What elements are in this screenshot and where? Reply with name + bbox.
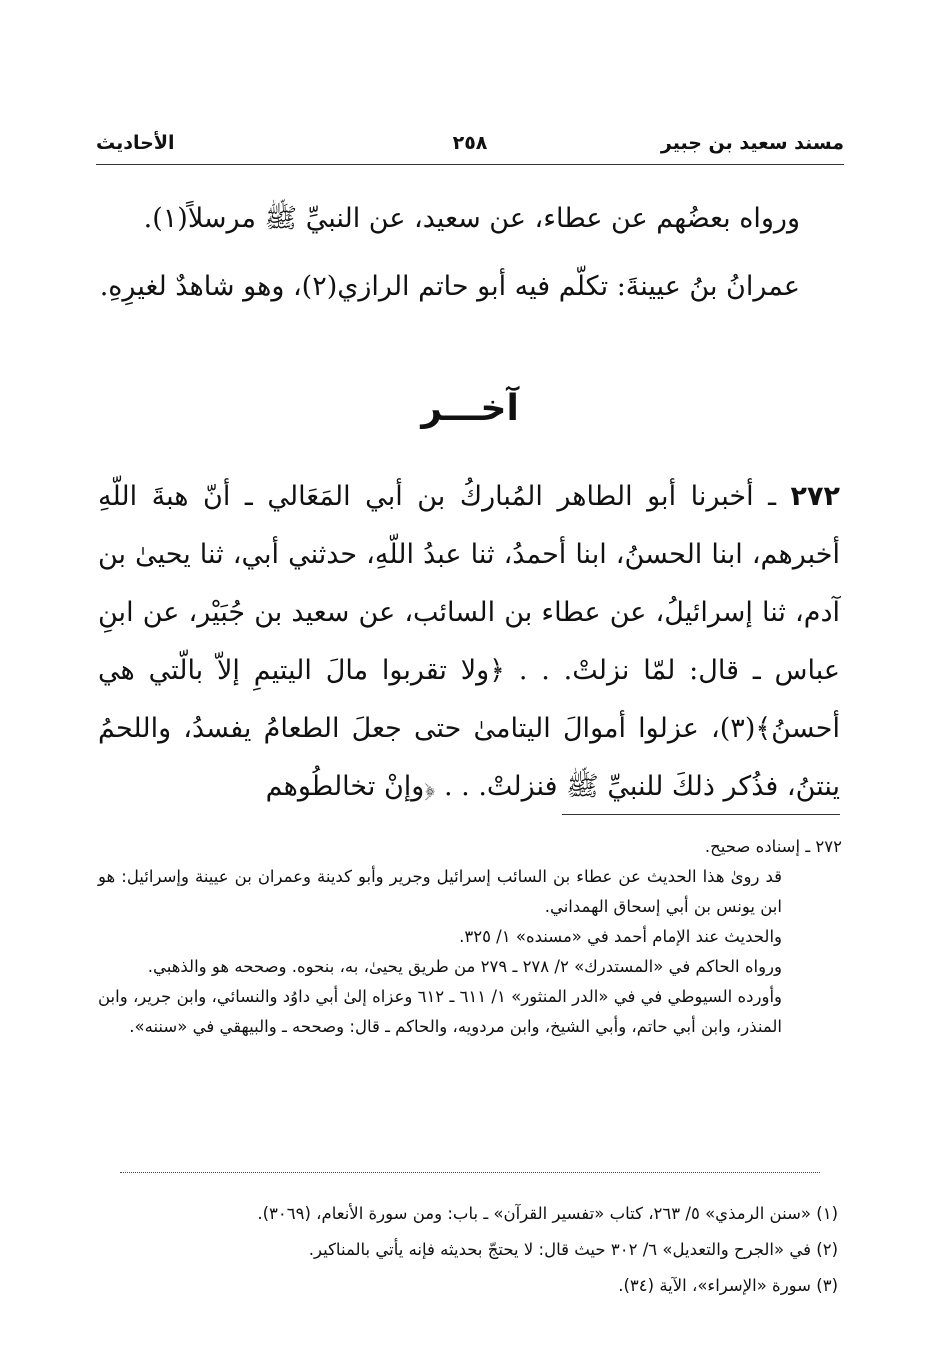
notes-line: قد روىٰ هذا الحديث عن عطاء بن السائب إسرائيل وجرير وأبو كدينة وعمران بن عيينة وإسرائيل: هو ابن يونس بن أبي إسحاق الهمداني. [98,867,782,916]
hadith-number: ٢٧٢ [790,481,840,512]
footnotes-separator [120,1172,820,1173]
hadith-text: ـ أخبرنا أبو الطاهر المُباركُ بن أبي المَعَالي ـ أنّ هبةَ اللّهِ أخبرهم، ابنا الحسنُ، ابنا أحمدُ، ثنا عبدُ اللّهِ، حدثني أبي، ثنا يحيىٰ بن آدم، ثنا إسرائيلُ، عن عطاء بن السائب، عن سعيد بن جُبَيْر، عن ابنِ عباس ـ قال: لمّا نزلتْ. . . ﴿ولا تقربوا مالَ اليتيمِ إلاّ بالّتي هي أحسنُ﴾(٣)، عزلوا أموالَ اليتامىٰ حتى جعلَ الطعامُ يفسدُ، واللحمُ ينتنُ، فذُكر ذلكَ للنبيِّ ﷺ فنزلتْ. . . ﴿وإنْ تخالطُوهم [98,481,841,802]
footnote-3: (٣) سورة «الإسراء»، الآية (٣٤). [618,1276,838,1295]
notes-separator [562,814,840,815]
footnote-2: (٢) في «الجرح والتعديل» ٦/ ٣٠٢ حيث قال: لا يحتجّ بحديثه فإنه يأتي بالمناكير. [308,1240,838,1259]
hadith-paragraph [98,468,840,816]
paragraph-1 [98,190,840,248]
book-title: مسند سعيد بن جبير [660,132,844,154]
footnotes [98,1196,842,1304]
page-number: ٢٥٨ [452,132,488,154]
paragraph-2-text: عمرانُ بنُ عيينةَ: تكلّم فيه أبو حاتم الرازي(٢)، وهو شاهدٌ لغيرِهِ. [99,271,800,302]
notes-line: والحديث عند الإمام أحمد في «مسنده» ١/ ٣٢٥. [459,927,782,946]
section-title: الأحاديث [96,132,175,154]
notes-title: ٢٧٢ ـ إسناده صحيح. [704,837,842,856]
page-header [96,128,844,165]
footnote-1: (١) «سنن الرمذي» ٥/ ٢٦٣، كتاب «تفسير القرآن» ـ باب: ومن سورة الأنعام، (٣٠٦٩). [257,1204,838,1223]
notes-line: ورواه الحاكم في «المستدرك» ٢/ ٢٧٨ ـ ٢٧٩ من طريق يحيىٰ، به، بنحوه. وصححه هو والذهبي. [147,957,782,976]
paragraph-1-text: ورواه بعضُهم عن عطاء، عن سعيد، عن النبيِّ ﷺ مرسلاً(١). [143,203,800,234]
hadith-notes [98,832,842,1042]
notes-line: وأورده السيوطي في في «الدر المنثور» ١/ ٦١١ ـ ٦١٢ وعزاه إلىٰ أبي داوُد والنسائي، وابن جرير، وابن المنذر، وابن أبي حاتم، وأبي الشيخ، وابن مردويه، والحاكم ـ قال: وصححه ـ والبيهقي في «سننه». [98,987,783,1036]
paragraph-2 [98,258,840,316]
section-heading: آخـــر [421,388,519,429]
